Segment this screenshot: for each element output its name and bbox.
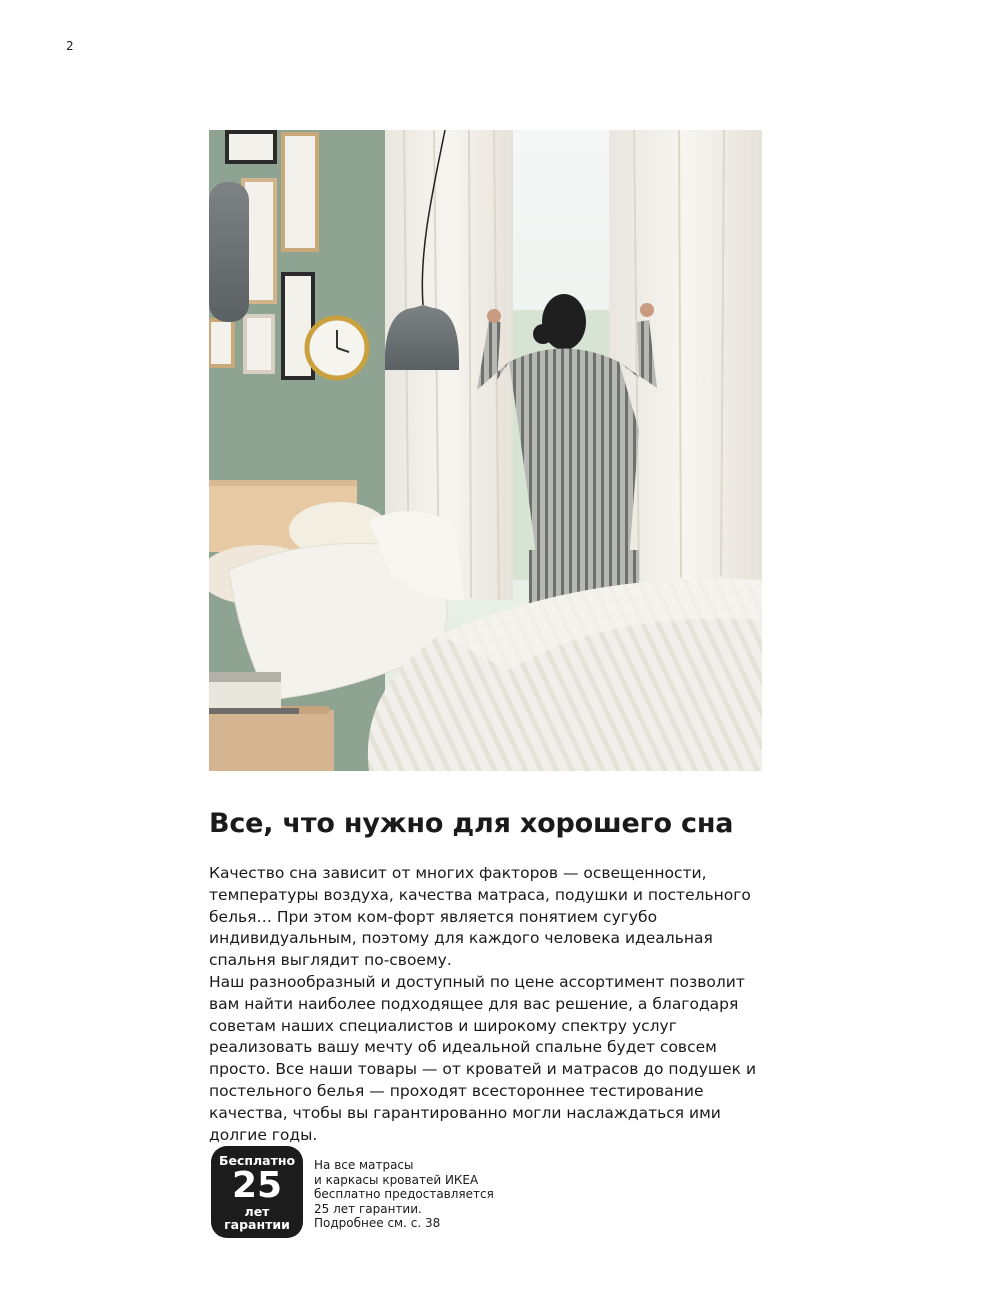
warranty-badge-line2: гарантии	[224, 1217, 290, 1232]
warranty-note-line: 25 лет гарантии.	[314, 1201, 422, 1216]
warranty-badge-number: 25	[231, 1165, 283, 1206]
bedroom-photo	[209, 130, 762, 771]
warranty-note-line: и каркасы кроватей ИКЕА	[314, 1172, 479, 1187]
article-paragraph-1: Качество сна зависит от многих факторов — освещенности, температуры воздуха, качества матраса, подушки и постельного белья… При этом ком-форт является понятием сугубо индивидуальным, поэтому для каждого человека идеальная спальня выглядит по-своему.	[209, 864, 751, 970]
article-paragraph-2: Наш разнообразный и доступный по цене ассортимент позволит вам найти наиболее подходящее для вас решение, а благодаря советам наших специалистов и широкому спектру услуг реализовать вашу мечту об идеальной спальне будет совсем просто. Все наши товары — от кроватей и матрасов до подушек и постельного белья — проходят всестороннее тестирование качества, чтобы вы гарантированно могли наслаждаться ими долгие годы.	[209, 973, 757, 1144]
warranty-note-line: бесплатно предоставляется	[314, 1187, 494, 1202]
article-title: Все, что нужно для хорошего сна	[209, 808, 734, 839]
warranty-note	[314, 1158, 514, 1231]
warranty-badge	[211, 1146, 303, 1238]
warranty-note-line: Подробнее см. с. 38	[314, 1216, 441, 1231]
warranty-note-line: На все матрасы	[314, 1158, 414, 1172]
warranty-badge-line1: лет	[244, 1204, 270, 1219]
page-number: 2	[66, 39, 74, 53]
warranty-badge-top: Бесплатно	[218, 1153, 296, 1168]
